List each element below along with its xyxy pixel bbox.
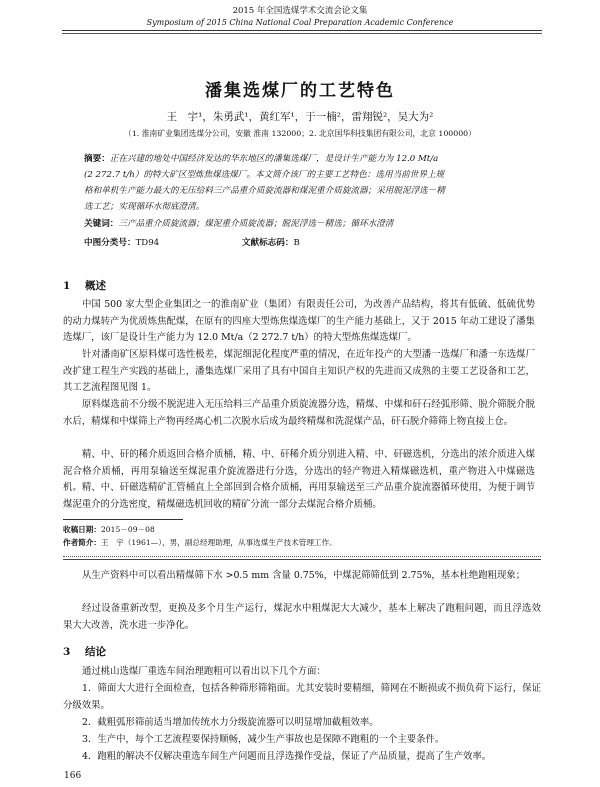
page-divider-line [63,559,541,560]
section-number: 3 [63,646,71,658]
abstract-line: 格和单机生产能力最大的无压给料三产品重介质旋流器和煤泥重介质旋流器；采用脱泥浮选－精 [84,186,445,196]
author-bio: 王 宇（1961—），男，副总经理助理，从事选煤生产技术管理工作。 [100,538,337,547]
keywords-text: 三产品重介质旋流器；煤泥重介质旋流器；脱泥浮选－精选；循环水澄清 [118,219,394,229]
body-paragraph: 针对潘南矿区原料煤可选性极差，煤泥细泥化程度严重的情况，在近年投产的大型潘一选煤厂和潘一东选煤厂改扩建工程生产实践的基础上，潘集选煤厂采用了具有中国自主知识产权的先进而又成熟的主要工艺设备和工艺，其工艺流程图见图 1。 [63,349,535,394]
classification [84,236,532,248]
abstract-text: 正在兴建的地处中国经济发达的华东地区的潘集选煤厂，是设计生产能力为 12.0 Mt/a [109,154,439,164]
keywords [84,218,532,231]
received-date: 2015－09－08 [100,525,155,534]
body-paragraph: 经过设备重新改型，更换及多个月生产运行，煤泥水中粗煤泥大大减少，基本上解决了跑粗问题，而且浮选效果大大改善，洗水进一步净化。 [63,603,541,631]
footnote-received [63,524,155,535]
page-number: 166 [64,771,82,781]
author-bio-label: 作者简介： [63,538,101,547]
abstract-line [84,152,532,168]
doc-code-label: 文献标志码： [241,238,294,248]
received-label: 收稿日期： [63,525,101,534]
footnote-author [63,537,337,548]
header-rule [62,30,542,31]
keywords-label: 关键词： [84,219,119,229]
section-intro: 通过桃山选煤厂重选车间治理跑粗可以看出以下几个方面： [82,666,326,677]
article-authors: 王 宇¹，朱勇武¹，黄红军¹，于一楠²，雷翔锐²，吴大为² [166,111,434,123]
running-header-en: Symposium of 2015 China National Coal Preparation Academic Conference [146,18,454,27]
section-heading [63,644,106,659]
list-item: 3．生产中，每个工艺流程要保持顺畅，减少生产事故也是保障不跑粗的一个主要条件。 [82,734,445,745]
article-title: 潘集选煤厂的工艺特色 [205,81,395,101]
footnote-rule [63,519,183,520]
header-rule-thin [62,33,542,34]
body-paragraph: 精、中、矸的稀介质返回合格介质桶，精、中、矸稀介质分别进入精、中、矸磁选机，分选出的浓介质进入煤泥合格介质桶，再用泵输送至煤泥重介旋流器进行分选，分选出的轻产物进入精煤磁选机，重产物进入中煤磁选机。精、中、矸磁选精矿汇管桶直上全部回到合格介质桶，再用泵输送至三产品重介旋流器循环使用，为便于调节煤泥重介的分选密度，精煤磁选机回收的精矿分流一部分去煤泥合格介质桶。 [63,449,535,510]
section-heading [63,278,106,293]
abstract-line: (2 272.7 t/h）的特大矿区型炼焦煤选煤厂。本文简介该厂的主要工艺特色：选用当前世界上规 [84,170,445,180]
list-item: 4．跑粗的解决不仅解决重选车间生产问题而且浮选操作受益，保证了产品质量，提高了生产效率。 [82,751,492,762]
list-item: 2．截粗弧形筛前适当增加传统水力分级旋流器可以明显增加截粗效率。 [82,717,379,728]
list-item: 1．筛面大大进行全面检查，包括各种筛形筛箱面。尤其安装时要精细，筛网在不断损或不损负荷下运行，保证分级效果。 [63,683,541,711]
body-paragraph: 原料煤选前不分级不脱泥进入无压给料三产品重介质旋流器分选，精煤、中煤和矸石经弧形筛、脱介筛脱介脱水后，精煤和中煤筛上产物再经离心机二次脱水后成为最终精煤和洗混煤产品，矸石脱介筛筛上物直接上仓。 [63,399,535,427]
doc-code-value: B [293,238,300,248]
body-paragraph: 从生产资料中可以看出精煤筛下水 >0.5 mm 含量 0.75%，中煤泥筛筛低到 2.75%，基本杜绝跑粗现象； [82,570,526,581]
page-divider [63,556,541,557]
clc-value: TD94 [135,238,160,248]
clc-label: 中图分类号： [84,238,136,248]
abstract-line: 选工艺；实现循环水彻底澄清。 [84,202,205,212]
article-affiliation: （1. 淮南矿业集团选煤分公司，安徽 淮南 132000；2. 北京国华科技集团有限公司，北京 100000） [124,129,476,138]
body-paragraph: 中国 500 家大型企业集团之一的淮南矿业（集团）有限责任公司，为改善产品结构，将其有低硫、低硫优势的动力煤转产为优质炼焦配煤，在原有的四座大型炼焦煤选煤厂的生产能力基础上，又于 2015 年动工建设了潘集选煤厂，该厂是设计生产能力为 12.0 Mt/a（2 272.7 t/h）的特大型炼焦煤选煤厂。 [63,299,535,344]
running-header-cn: 2015 年全国选煤学术交流会论文集 [232,6,368,16]
section-title: 结论 [85,646,106,658]
section-number: 1 [63,280,71,292]
section-title: 概述 [85,280,106,292]
abstract-label: 摘要： [84,154,110,164]
